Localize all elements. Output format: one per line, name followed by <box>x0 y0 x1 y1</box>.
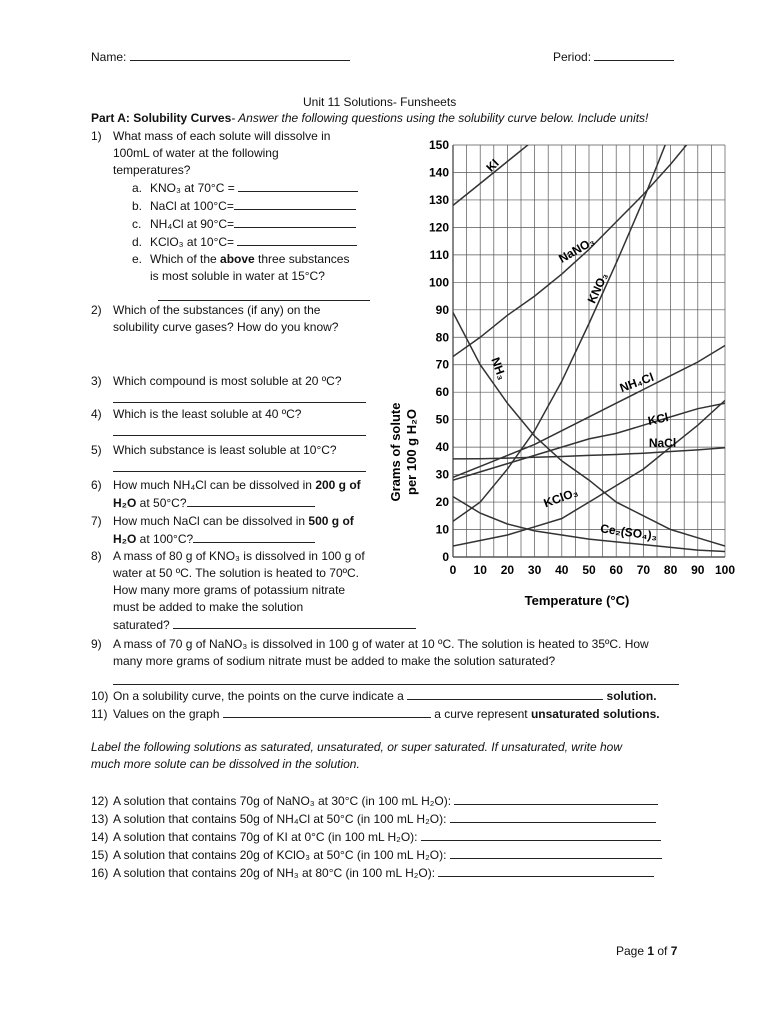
question-6 <box>91 477 381 512</box>
period-label: Period: <box>553 50 592 64</box>
period-blank[interactable] <box>594 48 674 61</box>
page-current: 1 <box>647 944 655 958</box>
q1-line: temperatures? <box>113 163 191 177</box>
q1c-text: NH₄Cl at 90°C= <box>150 217 235 231</box>
question-number: 11) <box>91 707 108 721</box>
page-total: 7 <box>670 944 678 958</box>
y-tick-label: 80 <box>435 330 449 345</box>
question-2 <box>91 302 381 336</box>
q7-bold: 500 g of <box>308 514 354 528</box>
curve-label-nh4cl: NH₄Cl <box>617 369 656 396</box>
q12-blank[interactable] <box>454 792 658 805</box>
curve-label-nacl: NaCl <box>648 436 677 451</box>
q11-pre: Values on the graph <box>113 707 220 721</box>
q1d-blank[interactable] <box>237 233 357 246</box>
y-tick-label: 0 <box>442 550 449 564</box>
name-label: Name: <box>91 50 127 64</box>
q4-blank[interactable] <box>113 423 366 436</box>
y-tick-label: 70 <box>435 357 449 372</box>
instruction-line: Label the following solutions as saturated, unsaturated, or super saturated. If unsaturated, write how <box>91 740 622 754</box>
question-3 <box>91 373 381 408</box>
part-a-title: Part A: Solubility Curves <box>91 111 232 125</box>
question-4 <box>91 406 381 441</box>
question-14 <box>91 828 691 846</box>
q11-bold: unsaturated solutions. <box>530 707 660 721</box>
page-pre: Page <box>616 944 648 958</box>
question-number: 12) <box>91 794 109 808</box>
question-number: 10) <box>91 689 109 703</box>
q8-line: How many more grams of potassium nitrate <box>113 583 346 597</box>
q8-line: must be added to make the solution <box>113 600 304 614</box>
q1e-pre: Which of the <box>150 252 221 266</box>
sub-label: b. <box>132 199 143 213</box>
question-number: 6) <box>91 478 102 492</box>
label-questions <box>91 792 691 882</box>
question-number: 13) <box>91 812 109 826</box>
question-8 <box>91 548 391 634</box>
x-tick-label: 10 <box>473 563 487 577</box>
y-tick-label: 20 <box>435 495 449 510</box>
x-axis-label: Temperature (°C) <box>524 593 630 608</box>
page-number <box>616 943 677 960</box>
q7-blank[interactable] <box>193 530 315 543</box>
curve-label-ki: KI <box>483 156 502 175</box>
sub-label: c. <box>132 217 142 231</box>
question-text: A solution that contains 70g of KI at 0°C (in 100 mL H₂O): <box>113 830 418 844</box>
question-text: A solution that contains 20g of KClO₃ at 50°C (in 100 mL H₂O): <box>113 848 447 862</box>
question-number: 5) <box>91 443 102 457</box>
part-a-instructions: - Answer the following questions using the solubility curve below. Include units! <box>231 111 649 125</box>
y-axis-label: Grams of solute <box>388 402 403 502</box>
question-1 <box>91 128 381 306</box>
q1-line: What mass of each solute will dissolve in <box>113 129 331 143</box>
q1e-bold: above <box>220 252 255 266</box>
q6-blank[interactable] <box>187 494 315 507</box>
q6-post: at 50°C? <box>136 496 187 510</box>
y-tick-label: 150 <box>428 138 449 152</box>
q9-line: A mass of 70 g of NaNO₃ is dissolved in 100 g of water at 10 ºC. The solution is heated to 35ºC. How <box>113 637 649 651</box>
q10-bold: solution. <box>606 689 657 703</box>
q6-bold: 200 g of <box>315 478 361 492</box>
q4-text: Which is the least soluble at 40 ºC? <box>113 407 302 421</box>
y-tick-label: 90 <box>435 302 449 317</box>
question-11 <box>91 705 691 723</box>
question-number: 2) <box>91 303 102 317</box>
y-tick-label: 10 <box>435 522 449 537</box>
q2-line: solubility curve gases? How do you know? <box>113 320 339 334</box>
q1e-line2: is most soluble in water at 15°C? <box>150 269 325 283</box>
y-tick-label: 110 <box>429 247 449 262</box>
x-tick-label: 20 <box>500 563 515 577</box>
curve-label-nh3: NH₃ <box>488 355 510 382</box>
x-tick-label: 100 <box>714 563 736 577</box>
q8-line: water at 50 ºC. The solution is heated to 70ºC. <box>113 566 360 580</box>
q11-blank[interactable] <box>223 705 431 718</box>
q8-line: A mass of 80 g of KNO₃ is dissolved in 100 g of <box>113 549 365 563</box>
y-tick-label: 140 <box>428 165 449 180</box>
x-tick-label: 0 <box>449 563 457 577</box>
q1e-blank[interactable] <box>158 288 370 301</box>
q15-blank[interactable] <box>450 846 662 859</box>
q6-pre: How much NH₄Cl can be dissolved in <box>113 478 316 492</box>
y-tick-label: 100 <box>428 275 449 290</box>
y-tick-label: 120 <box>428 220 449 235</box>
q3-text: Which compound is most soluble at 20 ºC? <box>113 374 342 388</box>
q13-blank[interactable] <box>450 810 656 823</box>
q2-line: Which of the substances (if any) on the <box>113 303 321 317</box>
question-16 <box>91 864 691 882</box>
question-5 <box>91 442 381 477</box>
question-number: 4) <box>91 407 102 421</box>
curve-label-kcl: KCl <box>646 410 670 429</box>
question-number: 9) <box>91 637 102 651</box>
q11-post: a curve represent <box>434 707 528 721</box>
question-15 <box>91 846 691 864</box>
chart-curve-labels <box>483 156 676 543</box>
q1d-text: KClO₃ at 10°C= <box>150 235 235 249</box>
x-tick-label: 40 <box>555 563 569 577</box>
name-field[interactable] <box>91 48 350 66</box>
question-number: 14) <box>91 830 109 844</box>
period-field[interactable] <box>553 48 674 66</box>
question-text: A solution that contains 20g of NH₃ at 80°C (in 100 mL H₂O): <box>113 866 436 880</box>
q5-text: Which substance is least soluble at 10°C? <box>113 443 337 457</box>
y-tick-label: 130 <box>428 192 449 207</box>
question-text: A solution that contains 50g of NH₄Cl at 50°C (in 100 mL H₂O): <box>113 812 447 826</box>
name-blank[interactable] <box>130 48 350 61</box>
q9-line: many more grams of sodium nitrate must be added to make the solution saturated? <box>113 654 556 668</box>
question-number: 15) <box>91 848 109 862</box>
q5-blank[interactable] <box>113 459 366 472</box>
question-7 <box>91 513 381 548</box>
curve-label-kclo3: KClO₃ <box>541 485 580 511</box>
page-title: Unit 11 Solutions- Funsheets <box>303 95 457 109</box>
curve-label-ce2so43: Ce₂(SO₄)₃ <box>599 521 659 544</box>
y-tick-label: 50 <box>435 412 449 427</box>
question-10 <box>91 687 691 705</box>
q6-bold2: H₂O <box>113 496 137 510</box>
curve-label-kno3: KNO₃ <box>584 270 611 306</box>
chart-grid <box>453 145 725 557</box>
q7-pre: How much NaCl can be dissolved in <box>113 514 309 528</box>
question-12 <box>91 792 691 810</box>
q9-blank[interactable] <box>113 672 679 685</box>
sub-label: a. <box>132 181 143 195</box>
q1a-text: KNO₃ at 70°C = <box>150 181 235 195</box>
q1e-post: three substances <box>254 252 350 266</box>
sub-label: d. <box>132 235 143 249</box>
chart-ticks <box>429 138 735 577</box>
q1a-blank[interactable] <box>238 179 358 192</box>
instruction-line: much more solute can be dissolved in the solution. <box>91 757 360 771</box>
solubility-chart <box>380 130 750 620</box>
x-tick-label: 80 <box>663 563 678 577</box>
question-9 <box>91 636 691 690</box>
q1-line: 100mL of water at the following <box>113 146 279 160</box>
q7-post: at 100°C? <box>136 532 194 546</box>
part-a-heading <box>91 110 648 127</box>
q1b-text: NaCl at 100°C= <box>150 199 234 213</box>
question-number: 1) <box>91 129 102 143</box>
question-number: 3) <box>91 374 102 388</box>
y-tick-label: 60 <box>435 385 449 400</box>
q16-blank[interactable] <box>438 864 654 877</box>
question-13 <box>91 810 691 828</box>
curve-label-nano3: NaNO₃ <box>556 234 597 266</box>
y-tick-label: 40 <box>435 440 449 455</box>
question-text: A solution that contains 70g of NaNO₃ at 30°C (in 100 mL H₂O): <box>113 794 452 808</box>
q1b-blank[interactable] <box>234 197 356 210</box>
q1c-blank[interactable] <box>234 215 356 228</box>
q3-blank[interactable] <box>113 390 366 403</box>
q7-bold2: H₂O <box>113 532 137 546</box>
y-axis-label-line2: per 100 g H₂O <box>404 409 419 495</box>
question-number: 8) <box>91 549 102 563</box>
q14-blank[interactable] <box>421 828 661 841</box>
x-tick-label: 70 <box>636 563 651 577</box>
label-instructions <box>91 739 691 773</box>
question-number: 16) <box>91 866 109 880</box>
page-mid: of <box>654 944 671 958</box>
q8-line: saturated? <box>113 618 170 632</box>
x-tick-label: 50 <box>582 563 596 577</box>
q10-blank[interactable] <box>407 687 603 700</box>
question-number: 7) <box>91 514 102 528</box>
x-tick-label: 30 <box>527 563 542 577</box>
x-tick-label: 60 <box>609 563 623 577</box>
x-tick-label: 90 <box>691 563 705 577</box>
q10-pre: On a solubility curve, the points on the curve indicate a <box>113 689 404 703</box>
y-tick-label: 30 <box>435 467 449 482</box>
sub-label: e. <box>132 252 143 266</box>
